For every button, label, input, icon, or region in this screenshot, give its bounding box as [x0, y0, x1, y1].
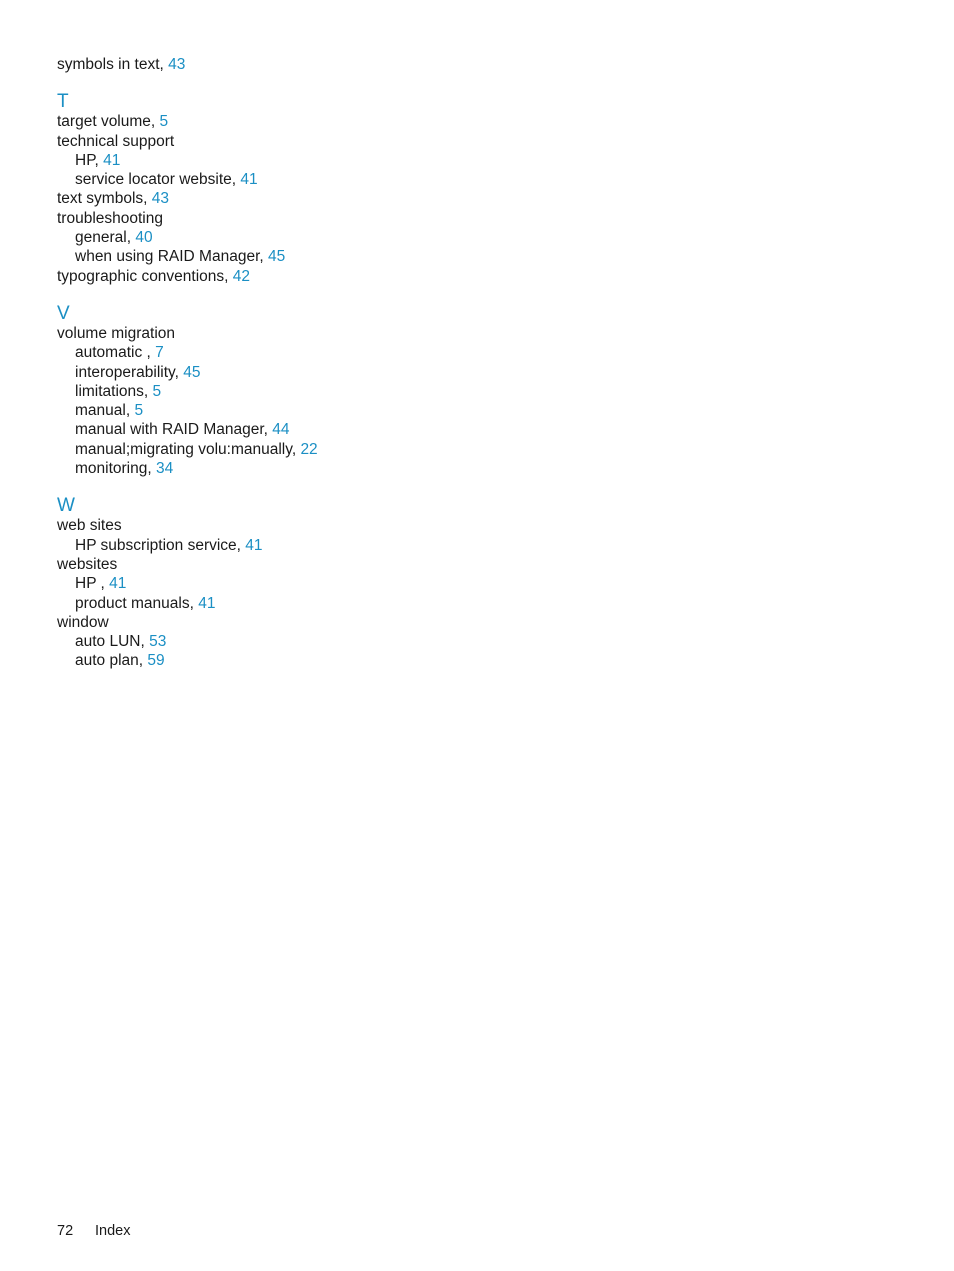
index-entry-text: HP, [75, 151, 104, 169]
index-entry [57, 324, 657, 343]
index-entry-text: manual with RAID Manager, [75, 421, 273, 439]
page-footer [57, 1222, 130, 1240]
index-page-link[interactable]: 44 [272, 421, 290, 439]
index-entry-text: web sites [57, 517, 122, 535]
index-entry [57, 555, 657, 574]
index-page-link[interactable]: 40 [135, 229, 153, 247]
index-page-link[interactable]: 53 [149, 633, 167, 651]
index-entry [57, 55, 657, 74]
index-subentry [57, 151, 657, 170]
index-entry-text: interoperability, [75, 363, 184, 381]
index-subentry [57, 401, 657, 420]
index-entry-text: HP subscription service, [75, 536, 246, 554]
index-entry-text: automatic , [75, 344, 156, 362]
index-entry [57, 189, 657, 208]
index-entry-text: limitations, [75, 382, 153, 400]
index-subentry [57, 420, 657, 439]
index-entry [57, 267, 657, 286]
index-subentry [57, 651, 657, 670]
index-entry-text: target volume, [57, 113, 160, 131]
index-entry-text: auto LUN, [75, 633, 150, 651]
index-page-link[interactable]: 45 [268, 248, 286, 266]
index-entry [57, 516, 657, 535]
index-entry-text: HP , [75, 575, 110, 593]
index-page-link[interactable]: 41 [103, 151, 121, 169]
index-entry-text: typographic conventions, [57, 267, 233, 285]
index-subentry [57, 574, 657, 593]
index-entry-text: websites [57, 555, 118, 573]
index-entry-text: when using RAID Manager, [75, 248, 268, 266]
index-page-link[interactable]: 22 [300, 440, 318, 458]
index-subentry [57, 440, 657, 459]
index-page-link[interactable]: 42 [232, 267, 251, 285]
index-subentry [57, 228, 657, 247]
index-page-link[interactable]: 5 [134, 402, 144, 420]
index-subentry [57, 632, 657, 651]
index-entry-text: troubleshooting [57, 209, 163, 227]
index-subentry [57, 170, 657, 189]
index-letter-heading: V [57, 302, 70, 324]
index-entry-text: product manuals, [75, 594, 199, 612]
index-subentry [57, 343, 657, 362]
index-entry-text: window [57, 613, 109, 631]
index-page-link[interactable]: 43 [151, 190, 169, 208]
index-entry [57, 132, 657, 151]
index-entry-text: manual, [75, 402, 135, 420]
index-entry-text: general, [75, 229, 136, 247]
index-column [57, 55, 657, 671]
index-entry-text: text symbols, [57, 190, 152, 208]
index-entry [57, 613, 657, 632]
index-page-link[interactable]: 59 [147, 652, 165, 670]
index-subentry [57, 363, 657, 382]
index-page-link[interactable]: 41 [198, 594, 216, 612]
index-page-link[interactable]: 45 [183, 363, 201, 381]
index-entry [57, 112, 657, 131]
index-entry [57, 209, 657, 228]
index-entry-text: monitoring, [75, 460, 156, 478]
index-entry-text: manual;migrating volu:manually, [75, 440, 301, 458]
index-page-link[interactable]: 7 [155, 344, 164, 362]
index-entry-text: service locator website, [75, 171, 241, 189]
index-subentry [57, 247, 657, 266]
index-subentry [57, 594, 657, 613]
index-letter-heading: W [57, 495, 75, 517]
index-page-link[interactable]: 41 [240, 171, 258, 189]
footer-section-title: Index [95, 1223, 131, 1239]
footer-page-number: 72 [57, 1223, 74, 1239]
index-page-link[interactable]: 34 [155, 460, 174, 478]
index-page-link[interactable]: 5 [159, 113, 169, 131]
index-entry-text: volume migration [57, 324, 176, 342]
index-subentry [57, 382, 657, 401]
index-subentry [57, 536, 657, 555]
index-subentry [57, 459, 657, 478]
index-page-link[interactable]: 43 [168, 56, 186, 73]
index-page-link[interactable]: 5 [152, 382, 162, 400]
index-entry-text: auto plan, [75, 652, 148, 670]
index-entry-text: symbols in text, [57, 56, 169, 73]
index-entry-text: technical support [57, 132, 175, 150]
index-page-link[interactable]: 41 [245, 536, 263, 554]
index-letter-heading: T [57, 91, 69, 113]
index-page-link[interactable]: 41 [109, 575, 127, 593]
